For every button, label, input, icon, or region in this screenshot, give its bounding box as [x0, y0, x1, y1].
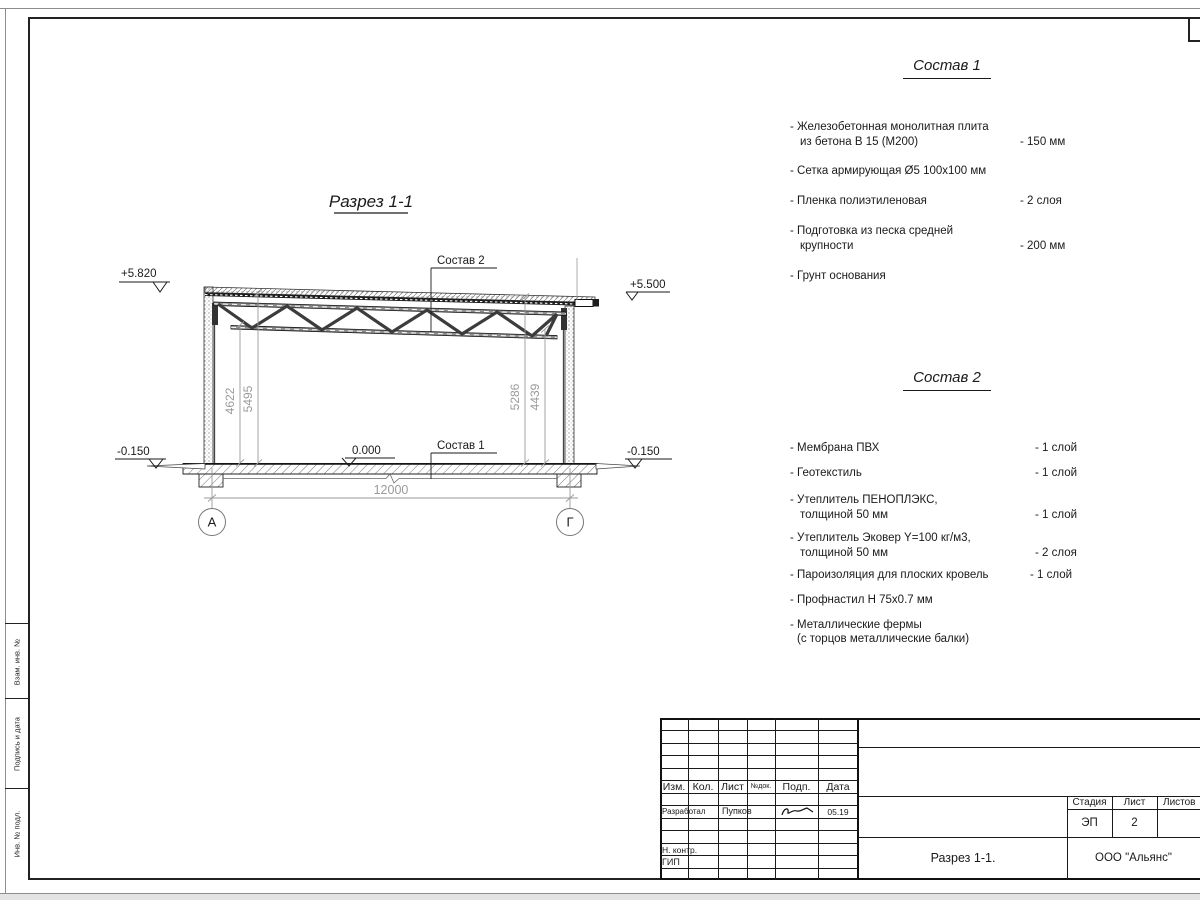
- axis-label-a: А: [207, 514, 217, 530]
- section-title: [329, 192, 413, 213]
- leader-sostav2-label: Состав 2: [437, 255, 485, 267]
- mark-minus150-left: -0.150: [117, 446, 150, 458]
- tb-header-izm: Изм.: [662, 780, 686, 793]
- tb-header-data: Дата: [826, 780, 850, 793]
- tb-list-label: Лист: [1123, 797, 1146, 808]
- s2-item5-line1: - Пароизоляция для плоских кровель: [790, 569, 989, 581]
- title-block: [660, 718, 1200, 880]
- s1-item1-line2: из бетона В 15 (М200): [800, 136, 919, 148]
- s1-item3-value: - 2 слоя: [1020, 195, 1062, 207]
- s2-item3-line2: толщиной 50 мм: [800, 509, 889, 521]
- s2-item2-value: - 1 слой: [1035, 467, 1078, 479]
- s1-item4-line2: крупности: [800, 240, 854, 252]
- tb-header-kol: Кол.: [692, 780, 714, 793]
- tb-razrabotal-name: Пупков: [722, 806, 752, 816]
- s2-item5-value: - 1 слой: [1030, 569, 1073, 581]
- tb-razrabotal-date: 05.19: [827, 806, 849, 817]
- tb-header-ndok: №док.: [750, 783, 772, 790]
- s2-item1-line1: - Мембрана ПВХ: [790, 442, 880, 454]
- s1-item1-line1: - Железобетонная монолитная плита: [790, 121, 989, 133]
- mark-5500: +5.500: [630, 279, 666, 291]
- strip-cell-vzam: [5, 623, 28, 699]
- tb-nkontr-label: Н. контр.: [662, 845, 698, 855]
- frame-corner-box: [1188, 19, 1200, 42]
- dim-5286: 5286: [508, 383, 522, 411]
- strip-label-inv: Инв. № подл.: [12, 810, 21, 858]
- dim-4622: 4622: [223, 387, 237, 415]
- roof-truss: [214, 302, 566, 339]
- dim-5495: 5495: [241, 385, 255, 413]
- mark-zero: 0.000: [352, 445, 381, 457]
- s2-item7-line2: (с торцов металлические балки): [797, 633, 970, 645]
- s1-item4-line1: - Подготовка из песка средней: [790, 225, 954, 237]
- tb-razrabotal-label: Разработал: [662, 807, 706, 816]
- s2-item2-line1: - Геотекстиль: [790, 467, 862, 479]
- sostav1-heading: Состав 1: [903, 57, 991, 79]
- tb-header-podp: Подп.: [782, 780, 811, 793]
- s1-item1-value: - 150 мм: [1020, 136, 1066, 148]
- s1-item2-line1: - Сетка армирующая Ø5 100х100 мм: [790, 165, 987, 177]
- axis-label-g: Г: [566, 514, 574, 530]
- frame-top: [28, 17, 1200, 19]
- dim-12000: 12000: [373, 483, 409, 497]
- sostav2-heading: Состав 2: [903, 369, 991, 391]
- section-title-text: Разрез 1-1: [328, 192, 414, 211]
- strip-label-vzam: Взам. инв. №: [12, 638, 21, 685]
- s2-item4-value: - 2 слоя: [1035, 547, 1077, 559]
- outer-border-top: [0, 8, 1200, 9]
- s2-item3-value: - 1 слой: [1035, 509, 1078, 521]
- dim-4439: 4439: [528, 383, 542, 411]
- strip-cell-podpis: [5, 698, 28, 789]
- s1-item4-value: - 200 мм: [1020, 240, 1066, 252]
- elevation-symbols: [115, 258, 672, 468]
- strip-label-podpis: Подпись и дата: [12, 717, 21, 771]
- s2-item4-line1: - Утеплитель Эковер Y=100 кг/м3,: [790, 532, 971, 544]
- s2-item6-line1: - Профнастил Н 75х0.7 мм: [790, 594, 933, 606]
- tb-stadia-value: ЭП: [1081, 817, 1098, 829]
- s2-item7-line1: - Металлические фермы: [790, 619, 922, 631]
- s1-item5-line1: - Грунт основания: [790, 270, 886, 282]
- section-drawing: [90, 180, 690, 550]
- s2-item1-value: - 1 слой: [1035, 442, 1078, 454]
- mark-minus150-right: -0.150: [627, 446, 660, 458]
- frame-left: [28, 17, 30, 880]
- leader-sostav1-label: Состав 1: [437, 440, 485, 452]
- s1-item3-line1: - Пленка полиэтиленовая: [790, 195, 927, 207]
- s2-item3-line1: - Утеплитель ПЕНОПЛЭКС,: [790, 494, 938, 506]
- s2-item4-line2: толщиной 50 мм: [800, 547, 889, 559]
- tb-header-list: Лист: [721, 780, 744, 793]
- signature: [779, 806, 817, 817]
- mark-5820: +5.820: [121, 268, 157, 280]
- tb-list-value: 2: [1131, 817, 1138, 829]
- strip-cell-inv: [5, 788, 28, 879]
- tb-stadia-label: Стадия: [1072, 797, 1107, 808]
- tb-gip-label: ГИП: [662, 857, 680, 867]
- tb-company: ООО "Альянс": [1095, 851, 1172, 864]
- page-edge: [0, 894, 1200, 900]
- tb-doc-title: Разрез 1-1.: [930, 850, 996, 865]
- axis-bubble-g: [557, 509, 584, 536]
- wall-right: [561, 306, 574, 464]
- axis-bubble-a: [199, 509, 226, 536]
- tb-listov-label: Листов: [1163, 797, 1196, 808]
- wall-left: [204, 287, 218, 464]
